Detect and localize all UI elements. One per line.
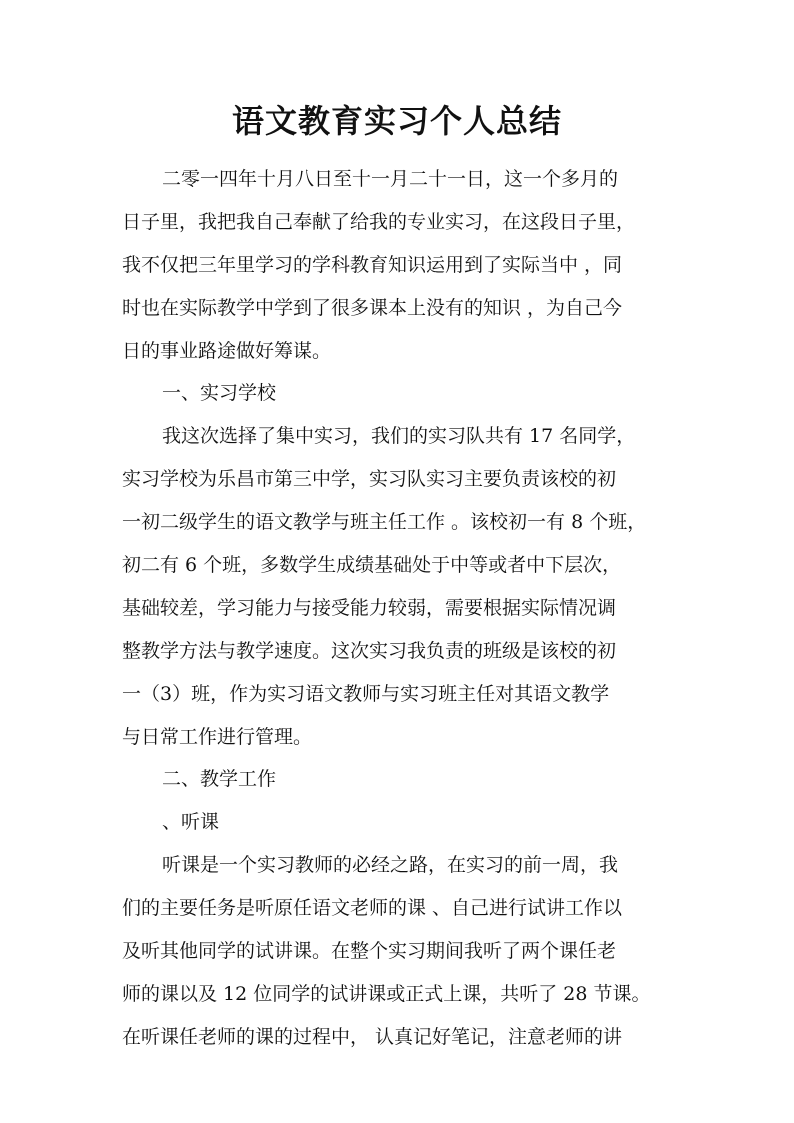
text-line: 听课是一个实习教师的必经之路，在实习的前一周，我 (162, 854, 619, 877)
text-line: 在听课任老师的课的过程中， 认真记好笔记，注意老师的讲 (122, 1025, 623, 1048)
text-line: 一初二级学生的语文教学与班主任工作 。该校初一有 8 个班， (122, 511, 647, 534)
text-line: 二零一四年十月八日至十一月二十一日，这一个多月的 (162, 168, 619, 190)
text-line: 整教学方法与教学速度。这次实习我负责的班级是该校的初 (122, 639, 617, 662)
text-line: 日的事业路途做好筹谋。 (122, 339, 332, 362)
text-line: 我不仅把三年里学习的学科教育知识运用到了实际当中 ，同 (122, 253, 623, 276)
text-line: 初二有 6 个班，多数学生成绩基础处于中等或者中下层次， (122, 554, 622, 577)
text-line: 日子里，我把我自己奉献了给我的专业实习，在这段日子里， (122, 210, 636, 233)
text-line: 们的主要任务是听原任语文老师的课 、自己进行试讲工作以 (122, 897, 623, 920)
text-line: 一（3）班，作为实习语文教师与实习班主任对其语文教学 (122, 682, 610, 705)
document-body (122, 158, 674, 1059)
text-line: 时也在实际教学中学到了很多课本上没有的知识 ，为自己今 (122, 296, 623, 319)
subsection-heading: 、听课 (162, 811, 220, 834)
document-title: 语文教育实习个人总结 (231, 102, 562, 140)
text-line: 我这次选择了集中实习，我们的实习队共有 17 名同学， (162, 425, 636, 448)
section-heading: 二、教学工作 (162, 768, 277, 791)
text-line: 实习学校为乐昌市第三中学，实习队实习主要负责该校的初 (122, 468, 617, 491)
section-heading: 一、实习学校 (162, 382, 277, 405)
text-line: 及听其他同学的试讲课。在整个实习期间我听了两个课任老 (122, 940, 617, 963)
text-line: 基础较差，学习能力与接受能力较弱，需要根据实际情况调 (122, 596, 617, 619)
text-line: 师的课以及 12 位同学的试讲课或正式上课，共听了 28 节课。 (122, 982, 651, 1005)
text-line: 与日常工作进行管理。 (122, 725, 313, 748)
